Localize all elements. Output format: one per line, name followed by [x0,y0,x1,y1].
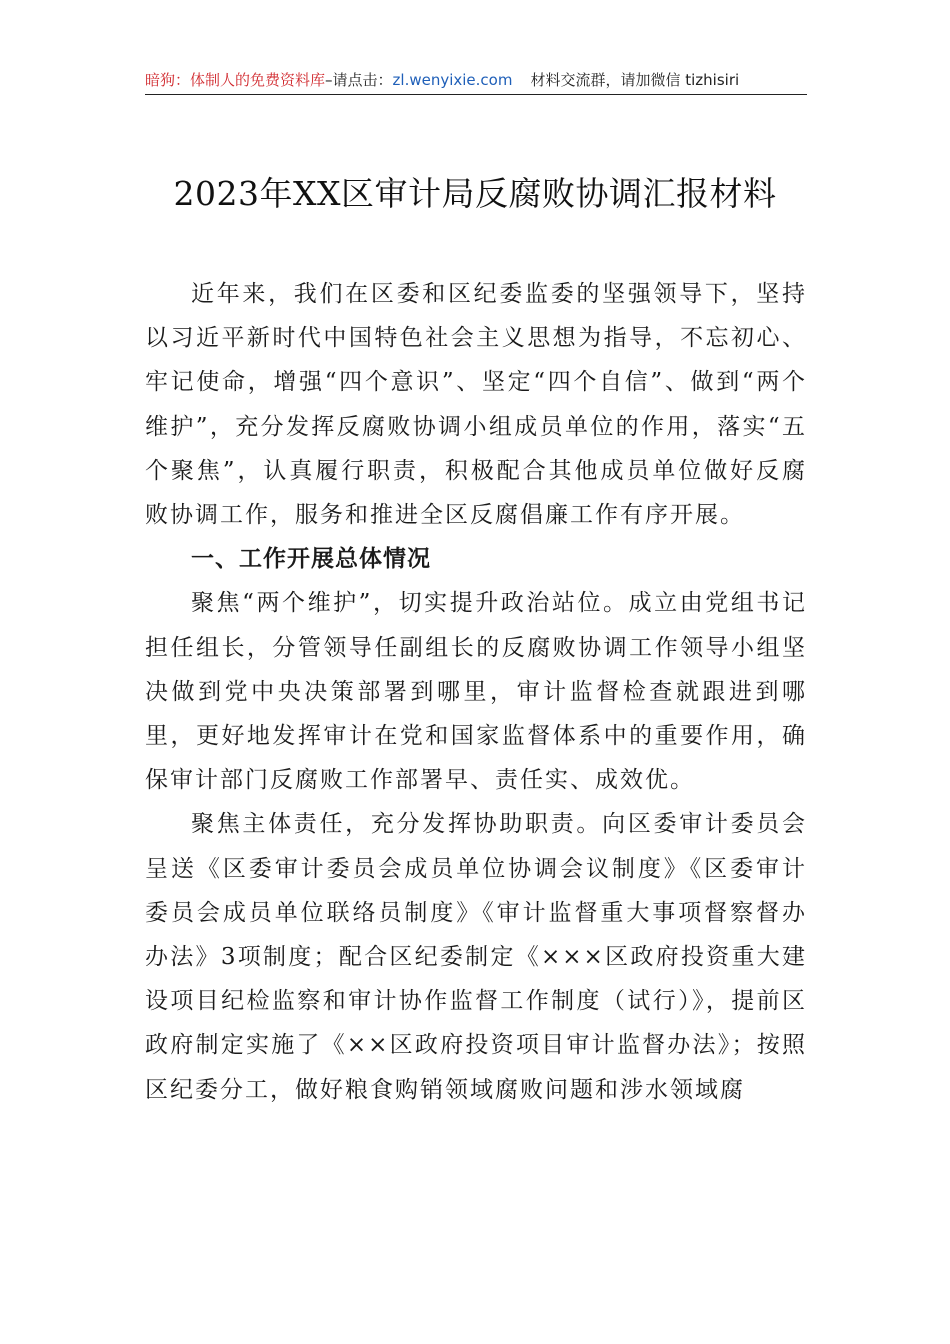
header-library-name: 暗狗：体制人的免费资料库 [145,71,326,89]
page-header [145,66,807,95]
section-heading: 一、工作开展总体情况 [191,546,431,573]
document-title: 2023年XX区审计局反腐败协调汇报材料 [173,174,777,213]
body-paragraph: 聚焦“两个维护”，切实提升政治站位。成立由党组书记担任组长，分管领导任副组长的反腐败协调工作领导小组坚决做到党中央决策部署到哪里，审计监督检查就跟进到哪里，更好地发挥审计在党和国家监督体系中的重要作用，确保审计部门反腐败工作部署早、责任实、成效优。 [145,590,807,794]
body-paragraph: 聚焦主体责任，充分发挥协助职责。向区委审计委员会呈送《区委审计委员会成员单位协调会议制度》《区委审计委员会成员单位联络员制度》《审计监督重大事项督察督办办法》3项制度；配合区纪委制定《×××区政府投资重大建设项目纪检监察和审计协作监督工作制度（试行）》，提前区政府制定实施了《××区政府投资项目审计监督办法》；按照区纪委分工，做好粮食购销领域腐败问题和涉水领域腐 [145,811,807,1103]
document-body [145,272,807,1112]
header-click-prompt: –请点击： [325,71,393,89]
header-wechat-info: 材料交流群，请加微信 tizhisiri [530,71,740,89]
header-website-link[interactable]: zl.wenyixie.com [392,71,513,89]
intro-paragraph: 近年来，我们在区委和区纪委监委的坚强领导下，坚持以习近平新时代中国特色社会主义思想为指导，不忘初心、牢记使命，增强“四个意识”、坚定“四个自信”、做到“两个维护”，充分发挥反腐败协调小组成员单位的作用，落实“五个聚焦”，认真履行职责，积极配合其他成员单位做好反腐败协调工作，服务和推进全区反腐倡廉工作有序开展。 [145,281,807,529]
